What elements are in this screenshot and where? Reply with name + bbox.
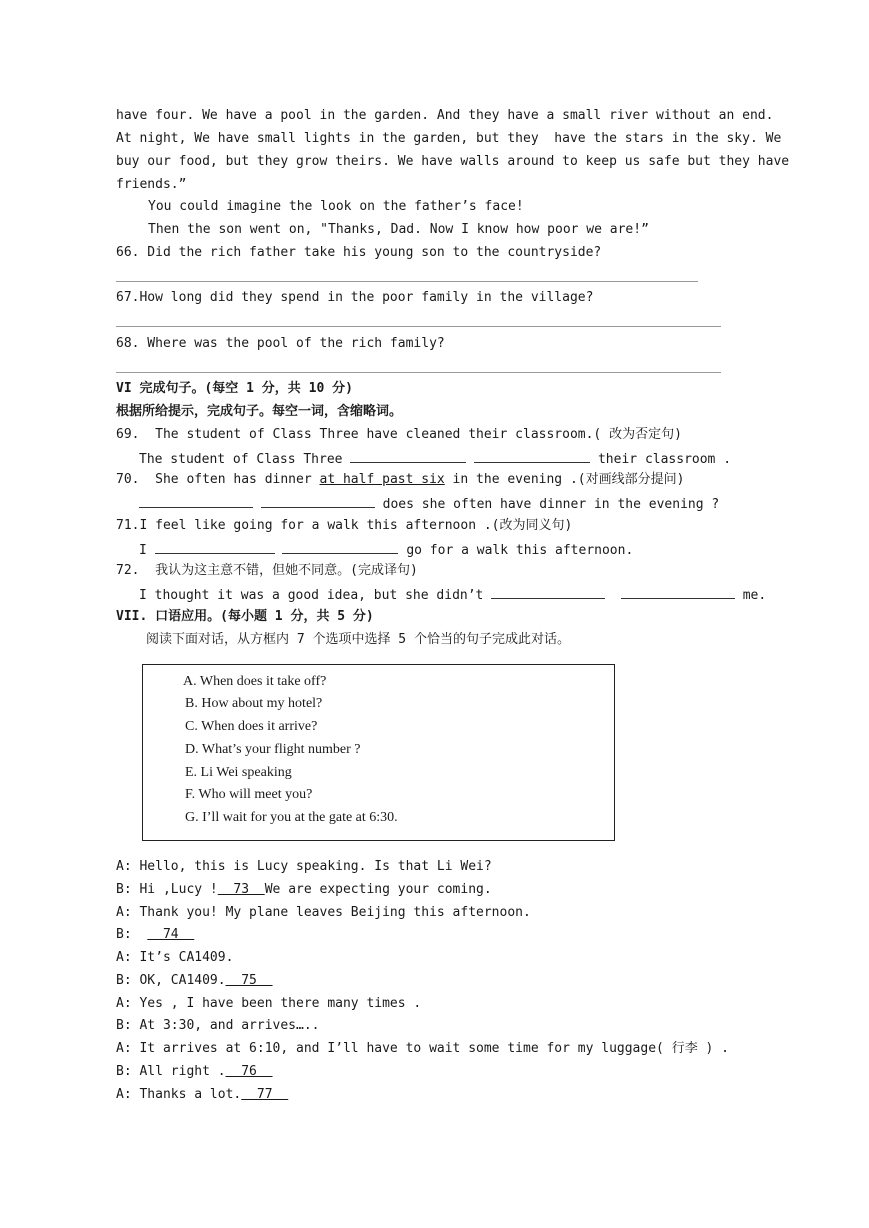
answer-69-end: their classroom . [597, 452, 732, 467]
section-6-title: VI 完成句子。(每空 1 分，共 10 分) [116, 381, 353, 396]
answer-line-67[interactable] [116, 326, 721, 327]
dialogue-text: We are expecting your coming. [264, 882, 492, 897]
blank-73[interactable]: 73 [217, 882, 265, 897]
passage-line: friends.” [116, 177, 187, 192]
answer-69-start: The student of Class Three [139, 452, 343, 467]
passage-line: You could imagine the look on the father’s face! [148, 199, 524, 214]
answer-70 [139, 495, 719, 513]
answer-69 [139, 450, 731, 468]
section-7-instruction: 阅读下面对话，从方框内 7 个选项中选择 5 个恰当的句子完成此对话。 [146, 632, 570, 647]
answer-71 [139, 541, 633, 559]
section-7-title: VII. 口语应用。(每小题 1 分，共 5 分) [116, 609, 374, 624]
passage-line: buy our food, but they grow theirs. We have walls around to keep us safe but they have [116, 154, 790, 169]
option-a: A. When does it take off? [183, 674, 327, 689]
option-g: G. I’ll wait for you at the gate at 6:30. [185, 810, 398, 825]
blank-71b[interactable] [282, 541, 398, 554]
option-f: F. Who will meet you? [185, 787, 313, 802]
dialogue-text: B: Hi ,Lucy ! [116, 882, 218, 897]
dialogue-line [116, 927, 194, 943]
question-71: 71.I feel like going for a walk this afternoon .(改为同义句) [116, 518, 573, 533]
blank-70a[interactable] [139, 495, 253, 508]
dialogue-line [116, 1087, 288, 1103]
answer-72-end: me. [742, 588, 767, 603]
dialogue-text: B: OK, CA1409. [116, 973, 226, 988]
blank-74[interactable]: 74 [147, 927, 195, 942]
answer-70-end: does she often have dinner in the evening ? [382, 497, 720, 512]
blank-69b[interactable] [474, 450, 590, 463]
dialogue-line [116, 1018, 320, 1034]
blank-70b[interactable] [261, 495, 375, 508]
dialogue-line [116, 1064, 273, 1080]
question-67: 67.How long did they spend in the poor family in the village? [116, 290, 594, 305]
dialogue-text: B: At 3:30, and arrives….. [116, 1018, 320, 1033]
dialogue-text: A: Thank you! My plane leaves Beijing this afternoon. [116, 905, 531, 920]
blank-71a[interactable] [155, 541, 275, 554]
question-70-prefix: 70. She often has dinner [116, 472, 312, 487]
blank-76[interactable]: 76 [225, 1064, 273, 1079]
question-70-suffix: in the evening .(对画线部分提问) [444, 472, 685, 487]
question-72: 72. 我认为这主意不错，但她不同意。(完成译句) [116, 563, 418, 578]
dialogue-line [116, 905, 531, 921]
dialogue-text: A: Thanks a lot. [116, 1087, 242, 1102]
option-e: E. Li Wei speaking [185, 765, 292, 780]
answer-72-start: I thought it was a good idea, but she didn’t [139, 588, 484, 603]
dialogue-text: A: It arrives at 6:10, and I’ll have to wait some time for my luggage( 行李 ) . [116, 1041, 729, 1056]
dialogue-text: A: Hello, this is Lucy speaking. Is that Li Wei? [116, 859, 492, 874]
dialogue-text: B: [116, 927, 148, 942]
blank-72a[interactable] [491, 586, 605, 599]
passage-line: Then the son went on, "Thanks, Dad. Now I know how poor we are!” [148, 222, 649, 237]
answer-line-68[interactable] [116, 372, 721, 373]
dialogue-line [116, 1041, 729, 1057]
question-70-underlined: at half past six [319, 472, 445, 487]
answer-72 [139, 586, 766, 604]
dialogue-line [116, 882, 492, 898]
blank-72b[interactable] [621, 586, 735, 599]
dialogue-line [116, 996, 421, 1012]
option-d: D. What’s your flight number ? [185, 742, 361, 757]
dialogue-line [116, 950, 233, 966]
blank-77[interactable]: 77 [241, 1087, 289, 1102]
question-66: 66. Did the rich father take his young son to the countryside? [116, 245, 602, 260]
section-6-instruction: 根据所给提示，完成句子。每空一词，含缩略词。 [116, 404, 403, 419]
option-c: C. When does it arrive? [185, 719, 318, 734]
blank-69a[interactable] [350, 450, 466, 463]
option-b: B. How about my hotel? [185, 696, 323, 711]
passage-line: have four. We have a pool in the garden. And they have a small river without an end. [116, 108, 774, 123]
question-69: 69. The student of Class Three have cleaned their classroom.( 改为否定句) [116, 427, 682, 442]
answer-line-66[interactable] [116, 281, 698, 282]
dialogue-line [116, 859, 492, 875]
question-70 [116, 472, 684, 488]
passage-line: At night, We have small lights in the garden, but they have the stars in the sky. We [116, 131, 782, 146]
answer-71-start: I [139, 543, 147, 558]
dialogue-text: A: Yes , I have been there many times . [116, 996, 422, 1011]
dialogue-text: A: It’s CA1409. [116, 950, 234, 965]
question-68: 68. Where was the pool of the rich family? [116, 336, 445, 351]
blank-75[interactable]: 75 [225, 973, 273, 988]
answer-71-end: go for a walk this afternoon. [406, 543, 634, 558]
dialogue-text: B: All right . [116, 1064, 226, 1079]
dialogue-line [116, 973, 273, 989]
